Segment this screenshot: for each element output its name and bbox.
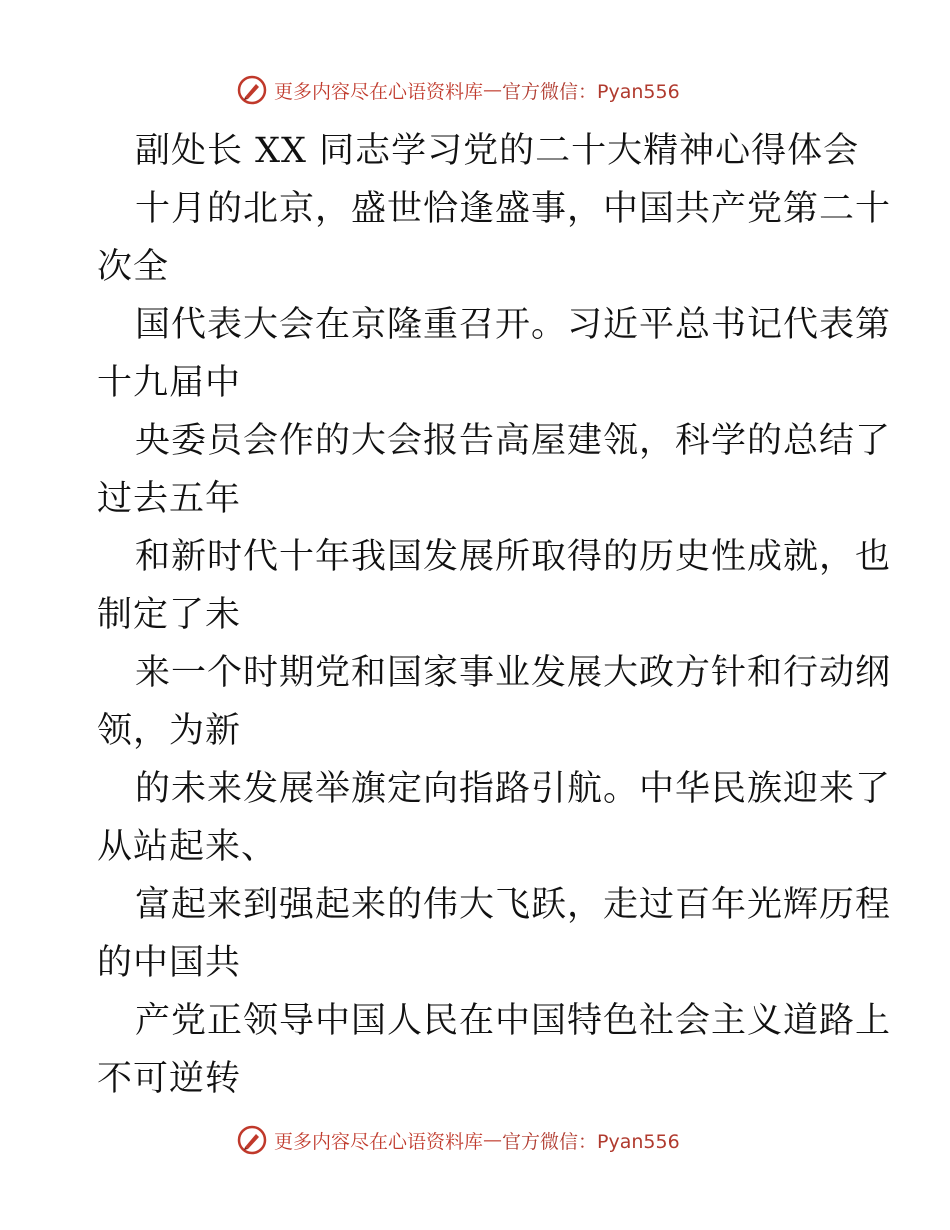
banner-wechat: 官方微信：Pyan556 (502, 1130, 680, 1153)
paragraph-2 (97, 296, 892, 412)
paragraph-line: 和新时代十年我国发展所取得的历史性成就，也 (135, 537, 892, 577)
paragraph-7 (97, 876, 892, 992)
document-body (97, 122, 892, 1108)
pen-logo-icon (236, 74, 268, 106)
paragraph-5 (97, 644, 892, 760)
paragraph-line: 来一个时期党和国家事业发展大政方针和行动纲 (135, 653, 892, 693)
paragraph-line: 央委员会作的大会报告高屋建瓴，科学的总结了 (135, 421, 892, 461)
paragraph-line: 过去五年 (97, 479, 242, 519)
paragraph-8 (97, 992, 892, 1108)
paragraph-line: 次全 (97, 247, 170, 287)
paragraph-line: 从站起来、 (97, 827, 278, 867)
paragraph-3 (97, 412, 892, 528)
paragraph-line: 领，为新 (97, 711, 242, 751)
paragraph-line: 制定了未 (97, 595, 242, 635)
banner-separator: — (483, 79, 503, 101)
paragraph-line: 十九届中 (97, 363, 242, 403)
paragraph-line: 不可逆转 (97, 1059, 242, 1099)
paragraph-1 (97, 180, 892, 296)
paragraph-line: 产党正领导中国人民在中国特色社会主义道路上 (135, 1001, 892, 1041)
document-title: 副处长 XX 同志学习党的二十大精神心得体会 (135, 131, 860, 171)
banner-separator: — (483, 1129, 503, 1151)
footer-banner (236, 1123, 680, 1157)
header-banner (236, 73, 680, 107)
banner-text: 更多内容尽在心语资料库 (274, 80, 484, 103)
pen-logo-icon (236, 1124, 268, 1156)
banner-wechat: 官方微信：Pyan556 (502, 80, 680, 103)
paragraph-6 (97, 760, 892, 876)
paragraph-line: 的中国共 (97, 943, 242, 983)
paragraph-line: 富起来到强起来的伟大飞跃，走过百年光辉历程 (135, 885, 892, 925)
paragraph-4 (97, 528, 892, 644)
paragraph-line: 国代表大会在京隆重召开。习近平总书记代表第 (135, 305, 892, 345)
paragraph-line: 的未来发展举旗定向指路引航。中华民族迎来了 (135, 769, 892, 809)
paragraph-line: 十月的北京，盛世恰逢盛事，中国共产党第二十 (135, 189, 892, 229)
banner-text: 更多内容尽在心语资料库 (274, 1130, 484, 1153)
